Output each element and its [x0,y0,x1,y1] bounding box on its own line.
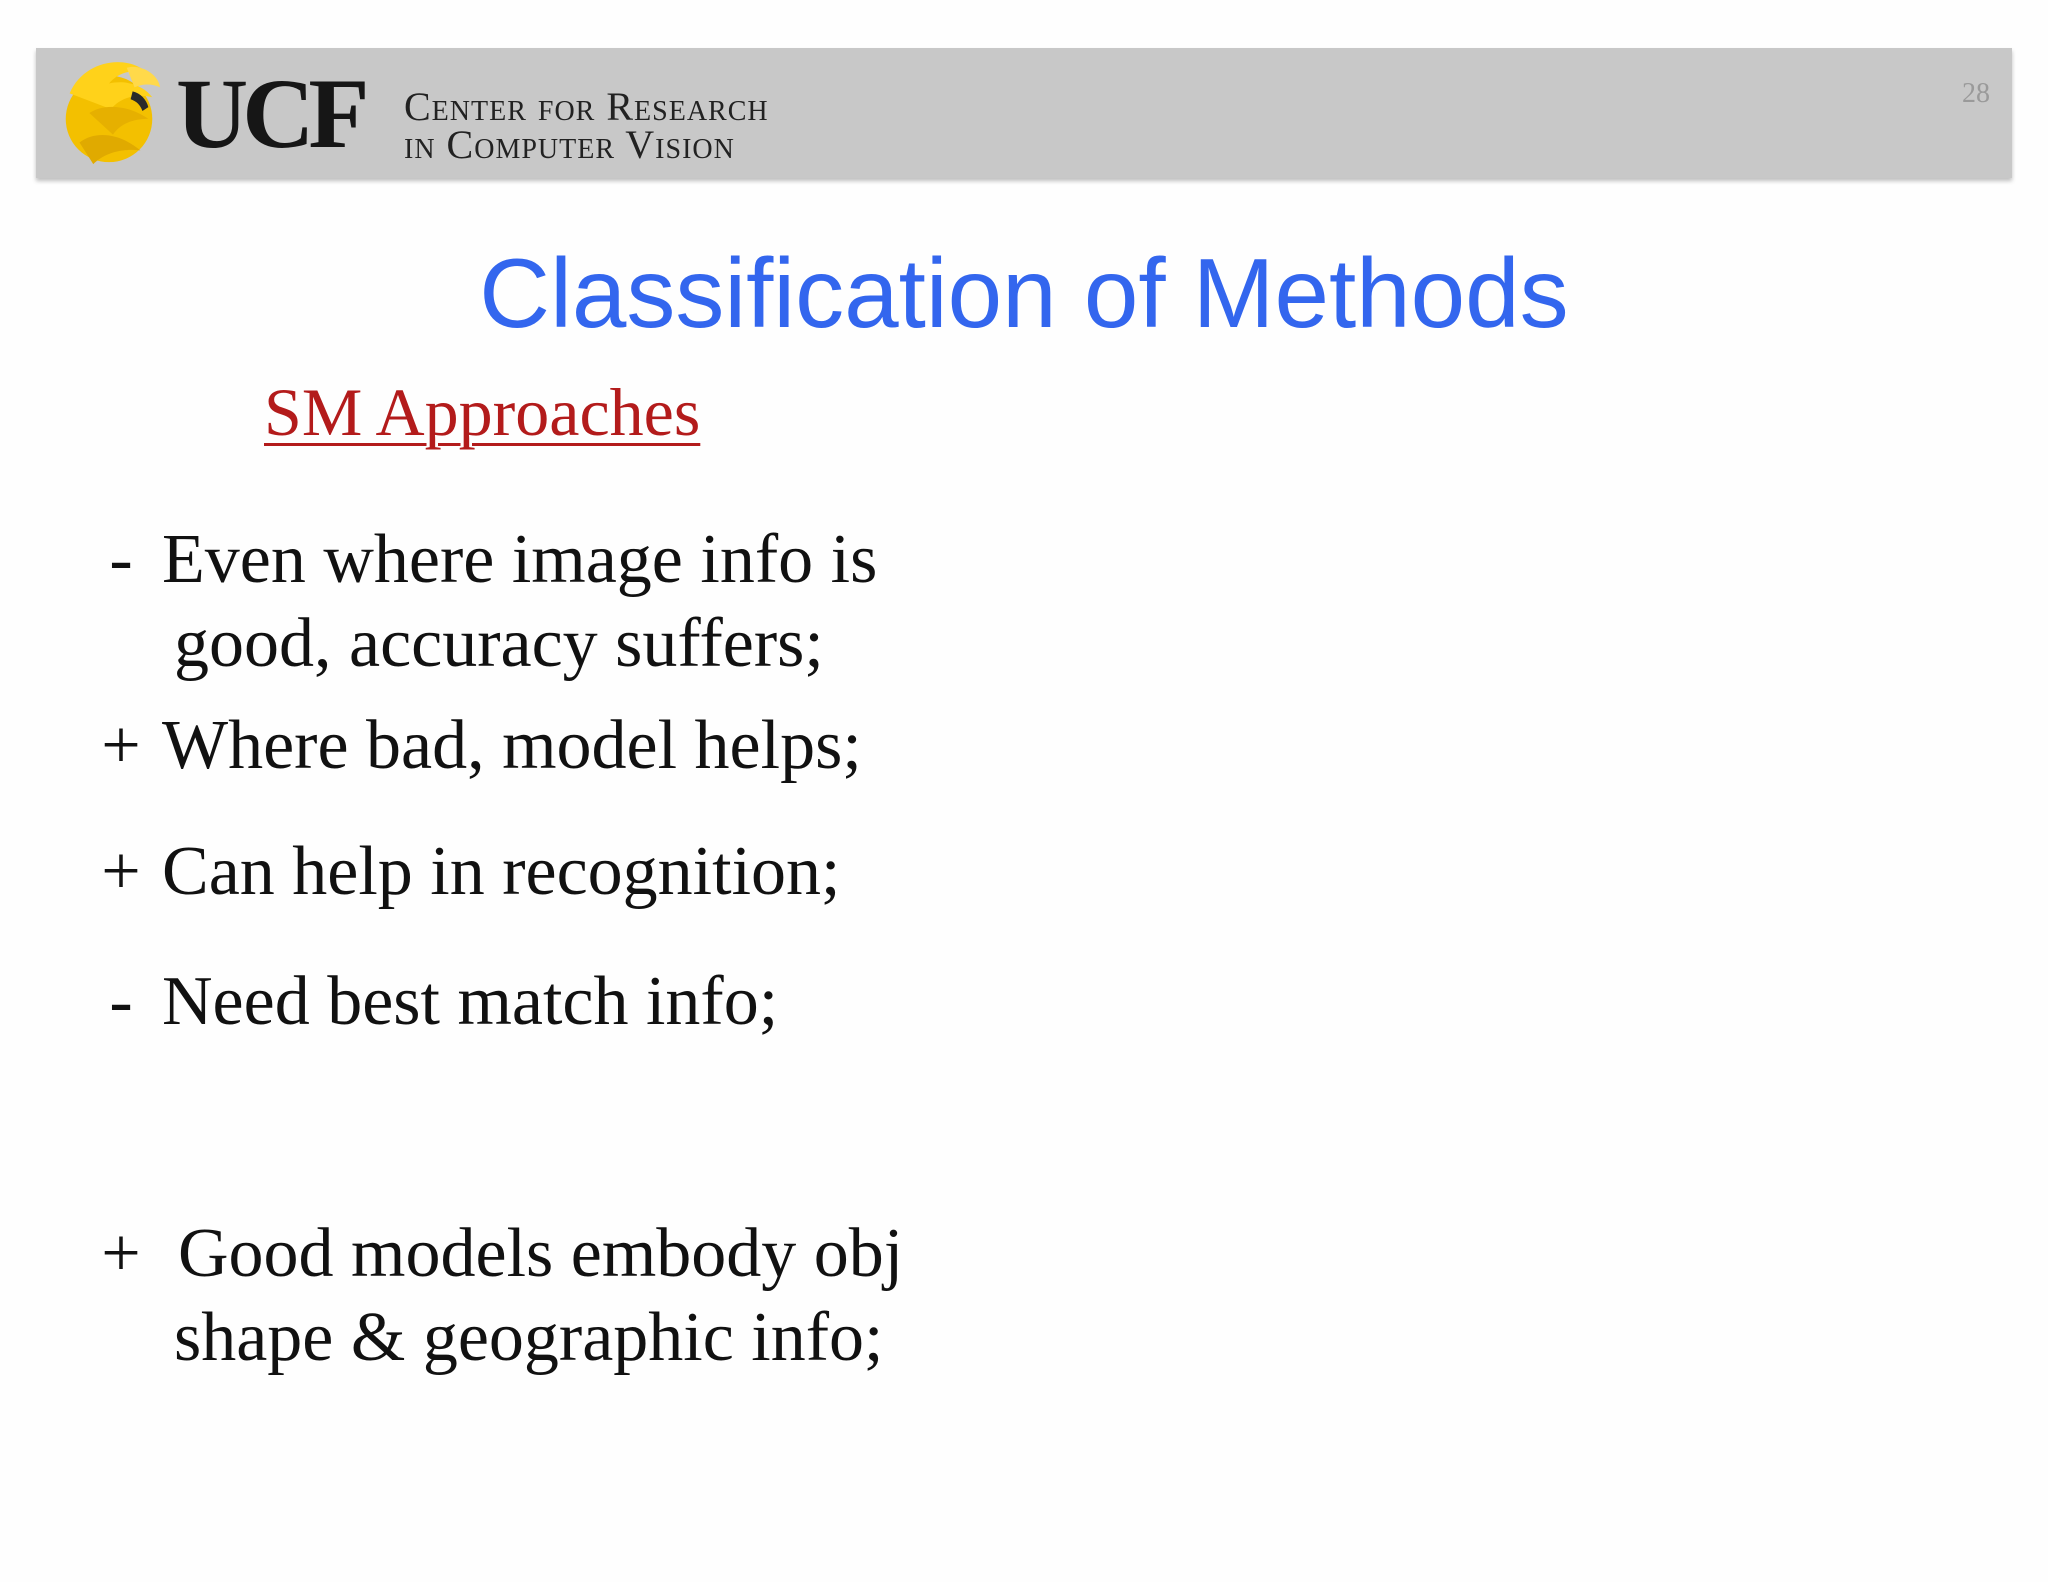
center-name-line2: in Computer Vision [404,122,735,167]
bullet-sign: + [101,833,141,910]
bullet-line: Good models embody obj [178,1215,904,1292]
center-name-line1: Center for Research [404,84,769,129]
bullet-line: good, accuracy suffers; [174,605,824,682]
bullet-item [80,830,840,914]
bullet-item [80,1212,903,1380]
pegasus-logo-icon [50,54,168,172]
bullet-line: Even where image info is [162,521,878,598]
bullet-text: Where bad, model helps; [162,707,862,784]
bullet-sign: - [109,521,133,598]
bullet-sign: + [101,1215,141,1292]
bullet-text [162,1212,903,1380]
bullet-item [80,960,778,1044]
page-number: 28 [1962,78,1990,109]
bullet-sign: + [101,707,141,784]
bullet-text [162,518,877,686]
bullet-sign: - [109,963,133,1040]
header-bar [36,48,2012,178]
slide-subtitle: SM Approaches [264,374,701,450]
bullet-line: shape & geographic info; [174,1299,884,1376]
bullet-text: Can help in recognition; [162,833,841,910]
bullet-item [80,704,862,788]
ucf-wordmark: UCF [176,58,364,169]
bullet-text: Need best match info; [162,963,779,1040]
slide-title: Classification of Methods [479,238,1569,348]
center-name [404,84,769,167]
bullet-item [80,518,877,686]
